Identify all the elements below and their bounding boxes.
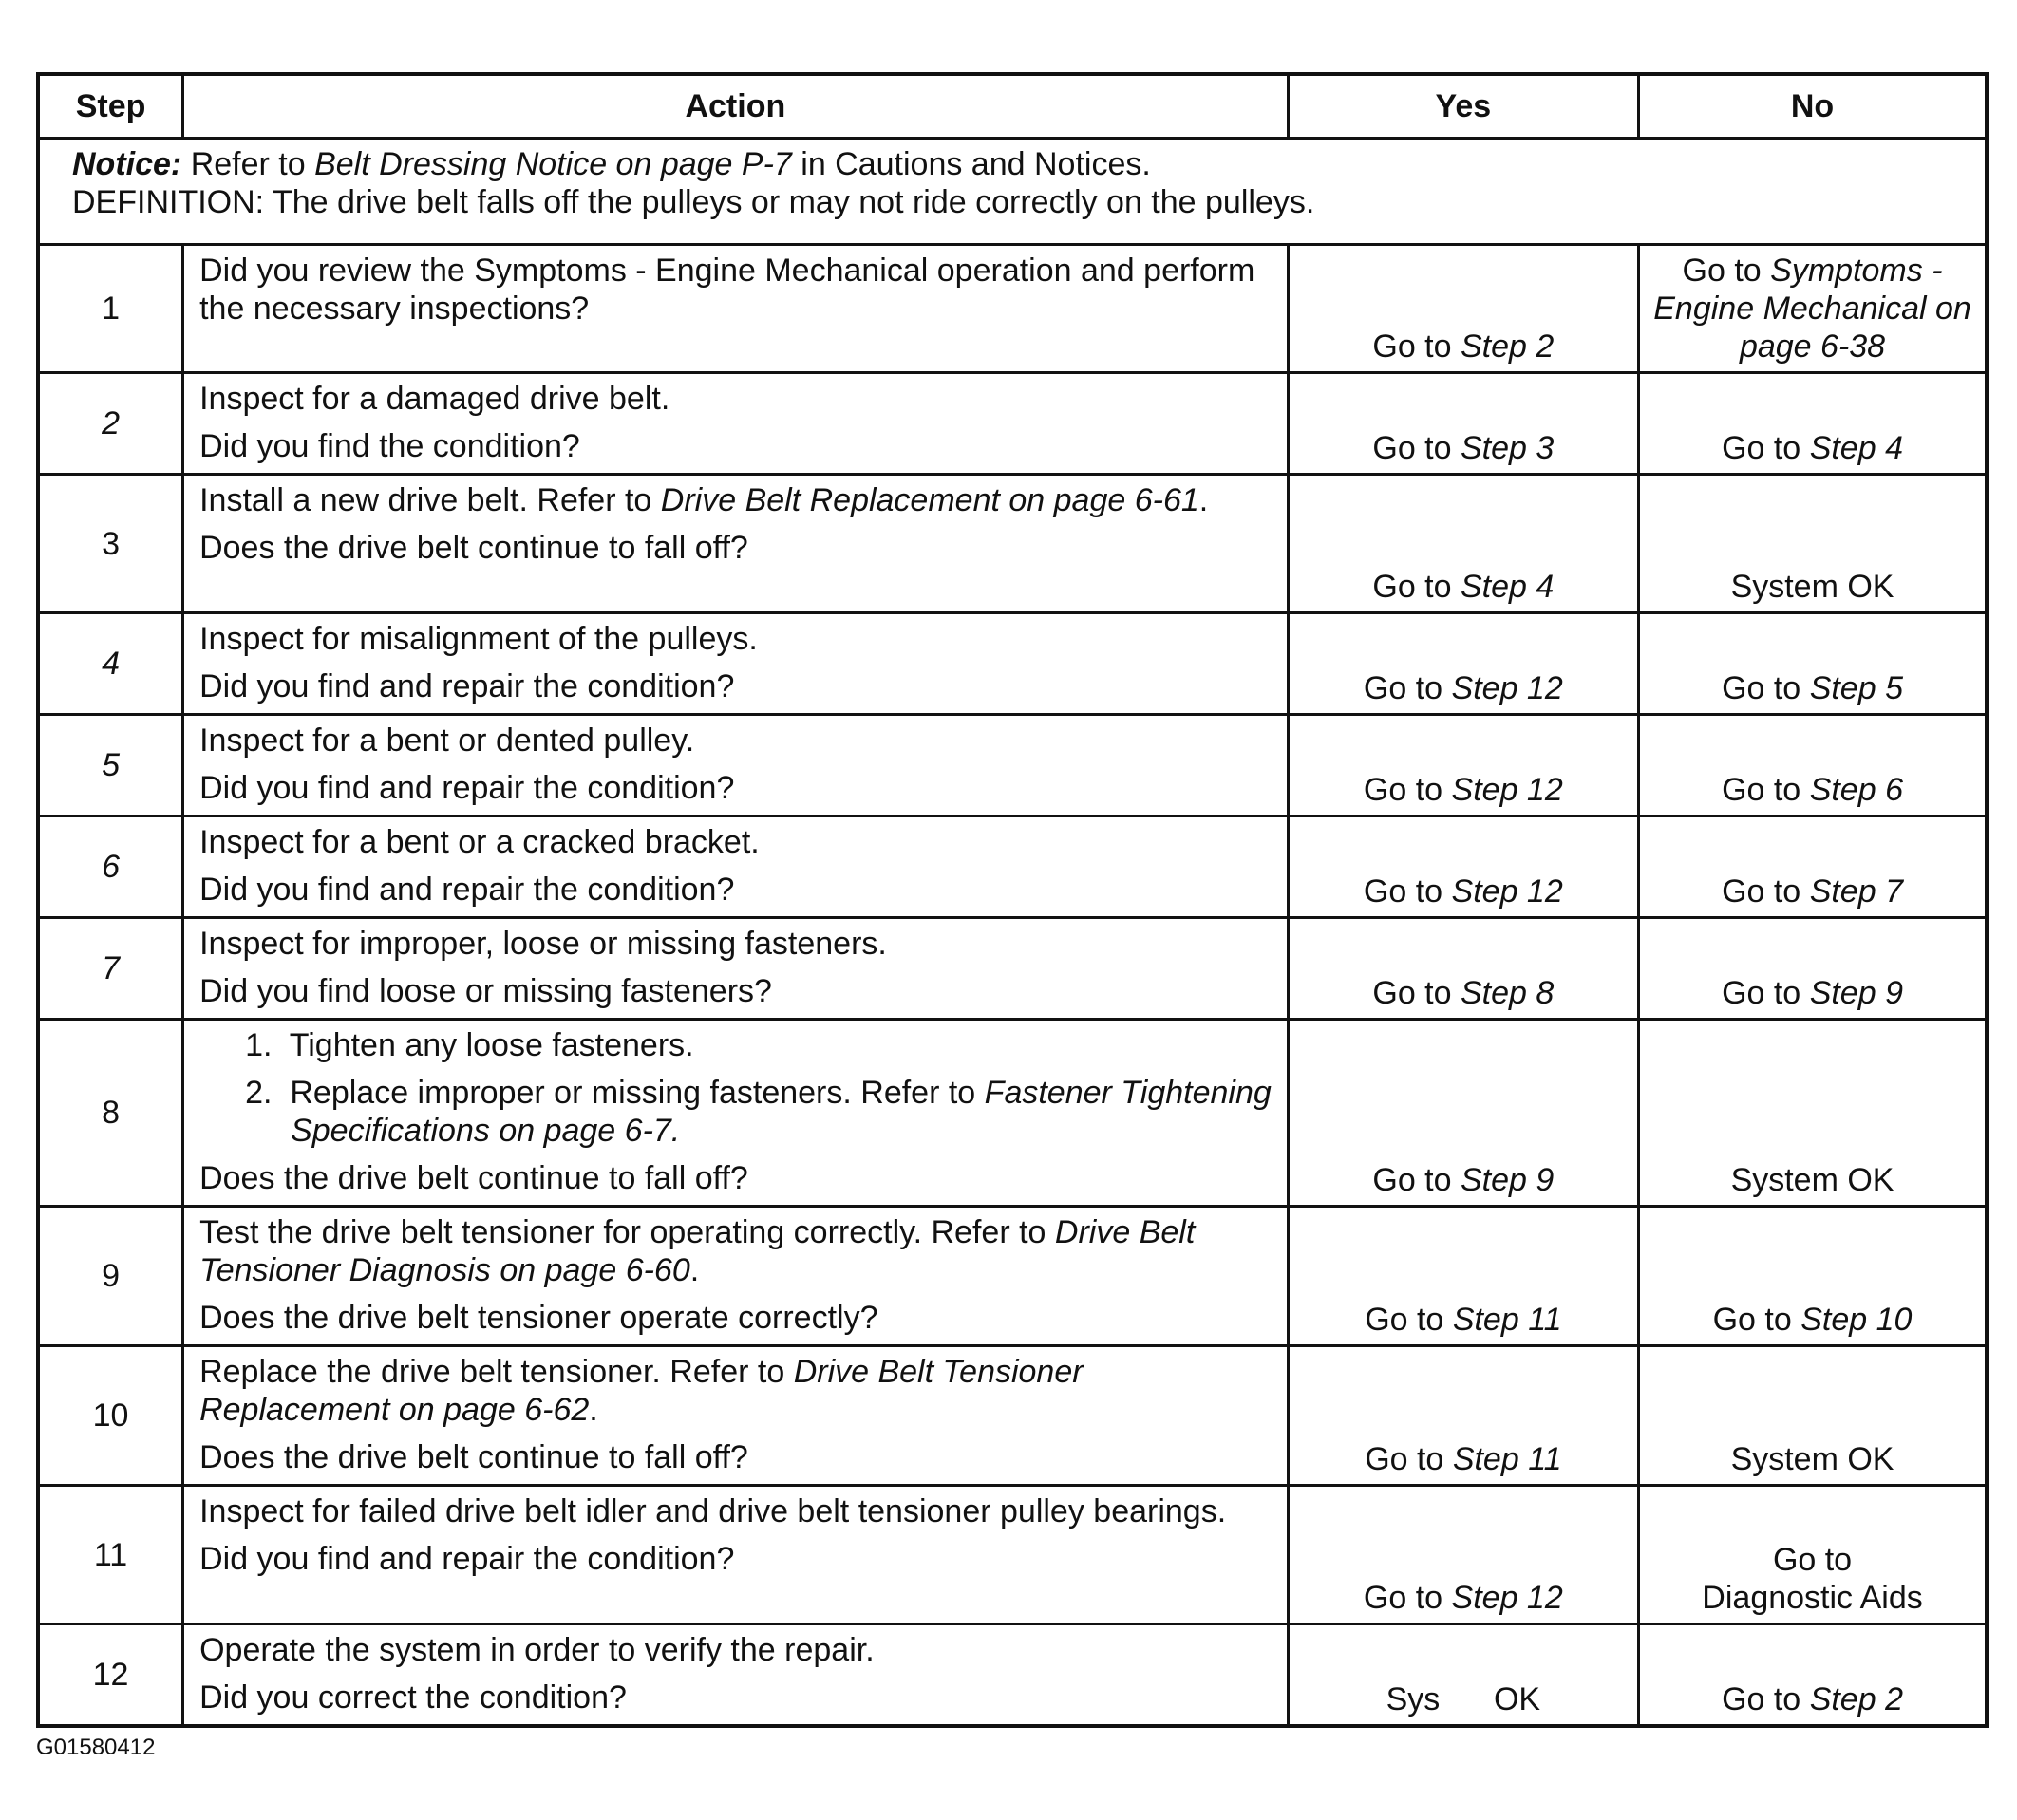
no-result: System OK [1730,1162,1894,1198]
notice-line [72,145,1973,183]
step-number: 9 [38,1207,183,1346]
notice-text-pre: Refer to [190,146,306,182]
action-text: Inspect for a bent or a cracked bracket. [199,824,760,860]
action-cell [183,816,1289,918]
yes-pre: Go to [1372,430,1452,466]
table-row [38,1486,1987,1624]
action-text: Inspect for misalignment of the pulleys. [199,621,758,657]
no-target: Step 10 [1800,1302,1913,1338]
yes-pre: Go to [1363,772,1443,808]
yes-target: Step 3 [1461,430,1555,466]
header-no: No [1639,74,1987,139]
action-text: Operate the system in order to verify the repair. [199,1632,875,1668]
no-target: Symptoms - Engine Mechanical on page 6-38 [1653,253,1971,365]
table-row [38,715,1987,816]
no-cell [1639,1346,1987,1486]
yes-target: Step 12 [1451,772,1563,808]
no-cell [1639,918,1987,1020]
action-text: Inspect for a bent or dented pulley. [199,722,695,759]
no-cell [1639,373,1987,475]
table-row [38,1624,1987,1727]
notice-row [38,139,1987,245]
table-row [38,1020,1987,1207]
no-target: Step 5 [1809,670,1903,706]
step-number: 2 [38,373,183,475]
action-cell [183,1020,1289,1207]
header-row [38,74,1987,139]
action-question: Did you find loose or missing fasteners? [199,973,772,1009]
list-item [199,1074,1275,1150]
action-text: Inspect for improper, loose or missing fasteners. [199,926,887,962]
no-cell [1639,613,1987,715]
list-item-number: 1. [245,1027,273,1063]
action-cell [183,1624,1289,1727]
no-cell [1639,816,1987,918]
yes-cell [1288,1346,1638,1486]
no-cell [1639,1207,1987,1346]
action-text [199,1353,1275,1429]
no-target: Step 9 [1809,975,1903,1011]
table-row [38,1207,1987,1346]
action-question: Did you find and repair the condition? [199,668,735,704]
yes-target: Step 8 [1461,975,1555,1011]
yes-pre: Go to [1365,1441,1444,1477]
step-number: 12 [38,1624,183,1727]
no-result: System OK [1730,569,1894,605]
step-number: 7 [38,918,183,1020]
definition-line: DEFINITION: The drive belt falls off the pulleys or may not ride correctly on the pulleys. [72,184,1315,220]
yes-target: Step 11 [1452,1302,1562,1338]
no-pre: Go to [1712,1302,1792,1338]
list-item [199,1026,1275,1064]
step-number: 3 [38,475,183,613]
no-pre: Go to [1772,1542,1853,1578]
yes-pre: Go to [1372,328,1452,365]
no-pre: Go to [1722,670,1801,706]
action-text [199,1213,1275,1289]
list-item-text: Tighten any loose fasteners. [289,1027,694,1063]
action-cell [183,918,1289,1020]
yes-target: Step 2 [1461,328,1555,365]
yes-pre: Go to [1372,975,1452,1011]
no-pre: Go to [1722,1681,1801,1717]
yes-target: Step 11 [1452,1441,1562,1477]
yes-target: Step 12 [1451,1580,1563,1616]
figure-id: G01580412 [36,1735,156,1760]
table-row [38,475,1987,613]
step-number: 10 [38,1346,183,1486]
action-question: Did you find and repair the condition? [199,1541,735,1577]
yes-target: Step 12 [1451,873,1563,910]
action-cell [183,475,1289,613]
step-number: 4 [38,613,183,715]
action-question: Did you find and repair the condition? [199,770,735,806]
step-number: 1 [38,245,183,373]
header-action: Action [183,74,1289,139]
action-question: Did you find the condition? [199,428,580,464]
no-cell [1639,245,1987,373]
action-text-post: . [689,1252,700,1288]
action-text-post: . [589,1392,598,1428]
yes-pre: Go to [1365,1302,1444,1338]
action-text: Inspect for failed drive belt idler and drive belt tensioner pulley bearings. [199,1493,1227,1529]
table-row [38,373,1987,475]
no-target: Diagnostic Aids [1702,1580,1923,1616]
yes-pre: Go to [1372,1162,1452,1198]
yes-pre: Go to [1363,873,1443,910]
yes-cell [1288,1486,1638,1624]
yes-cell [1288,613,1638,715]
action-text: Did you review the Symptoms - Engine Mechanical operation and perform the necessary inspections? [199,253,1255,327]
yes-cell [1288,373,1638,475]
action-text-pre: Install a new drive belt. Refer to [199,482,652,518]
table-row [38,1346,1987,1486]
notice-label: Notice: [72,146,182,182]
step-number: 11 [38,1486,183,1624]
action-cell [183,373,1289,475]
table-row [38,613,1987,715]
action-text: Inspect for a damaged drive belt. [199,381,670,417]
yes-target: Step 9 [1461,1162,1555,1198]
no-target: Step 2 [1809,1681,1903,1717]
action-question: Does the drive belt continue to fall off? [199,1439,748,1475]
no-pre: Go to [1722,873,1801,910]
action-text-post: . [1198,482,1209,518]
yes-cell [1288,475,1638,613]
yes-cell [1288,715,1638,816]
action-cell [183,1207,1289,1346]
diagnostic-table [36,72,1989,1728]
yes-cell [1288,1207,1638,1346]
action-reference: Drive Belt Tensioner Diagnosis on page 6-60 [199,1214,1196,1288]
yes-target: Step 4 [1461,569,1555,605]
step-number: 6 [38,816,183,918]
yes-result: Sys OK [1386,1681,1541,1717]
table-row [38,816,1987,918]
action-question: Did you find and repair the condition? [199,872,735,908]
header-step: Step [38,74,183,139]
yes-cell [1288,1624,1638,1727]
yes-cell [1288,245,1638,373]
action-reference: Drive Belt Replacement on page 6-61 [660,482,1199,518]
table-row [38,918,1987,1020]
no-target: Step 7 [1809,873,1903,910]
list-item-text: Replace improper or missing fasteners. Refer to [290,1075,976,1111]
action-question: Did you correct the condition? [199,1679,627,1716]
yes-pre: Go to [1372,569,1452,605]
no-pre: Go to [1722,772,1801,808]
action-question: Does the drive belt tensioner operate correctly? [199,1300,878,1336]
action-question: Does the drive belt continue to fall off? [199,1160,748,1196]
header-yes: Yes [1288,74,1638,139]
yes-cell [1288,918,1638,1020]
notice-text-post: in Cautions and Notices. [801,146,1151,182]
list-item-number: 2. [245,1075,273,1111]
action-reference: Drive Belt Tensioner Replacement on page 6-62 [199,1354,1084,1428]
yes-cell [1288,1020,1638,1207]
no-cell [1639,1624,1987,1727]
no-result: System OK [1730,1441,1894,1477]
table-row [38,245,1987,373]
action-text-pre: Test the drive belt tensioner for operating correctly. Refer to [199,1214,1046,1250]
yes-cell [1288,816,1638,918]
action-text [199,481,1275,519]
no-cell [1639,715,1987,816]
no-pre: Go to [1722,430,1801,466]
action-cell [183,245,1289,373]
yes-pre: Go to [1363,670,1443,706]
action-text-pre: Replace the drive belt tensioner. Refer to [199,1354,785,1390]
action-cell [183,715,1289,816]
no-cell [1639,475,1987,613]
notice-cell [38,139,1987,245]
no-cell [1639,1020,1987,1207]
notice-reference: Belt Dressing Notice on page P-7 [314,146,792,182]
no-cell [1639,1486,1987,1624]
step-number: 5 [38,715,183,816]
action-cell [183,613,1289,715]
no-pre: Go to [1682,253,1762,289]
no-pre: Go to [1722,975,1801,1011]
no-target: Step 4 [1809,430,1903,466]
yes-pre: Go to [1363,1580,1443,1616]
action-cell [183,1486,1289,1624]
yes-target: Step 12 [1451,670,1563,706]
step-number: 8 [38,1020,183,1207]
list-item-reference: Fastener Tightening Specifications on page 6-7. [291,1075,1272,1149]
action-question: Does the drive belt continue to fall off? [199,530,748,566]
action-cell [183,1346,1289,1486]
no-target: Step 6 [1809,772,1903,808]
